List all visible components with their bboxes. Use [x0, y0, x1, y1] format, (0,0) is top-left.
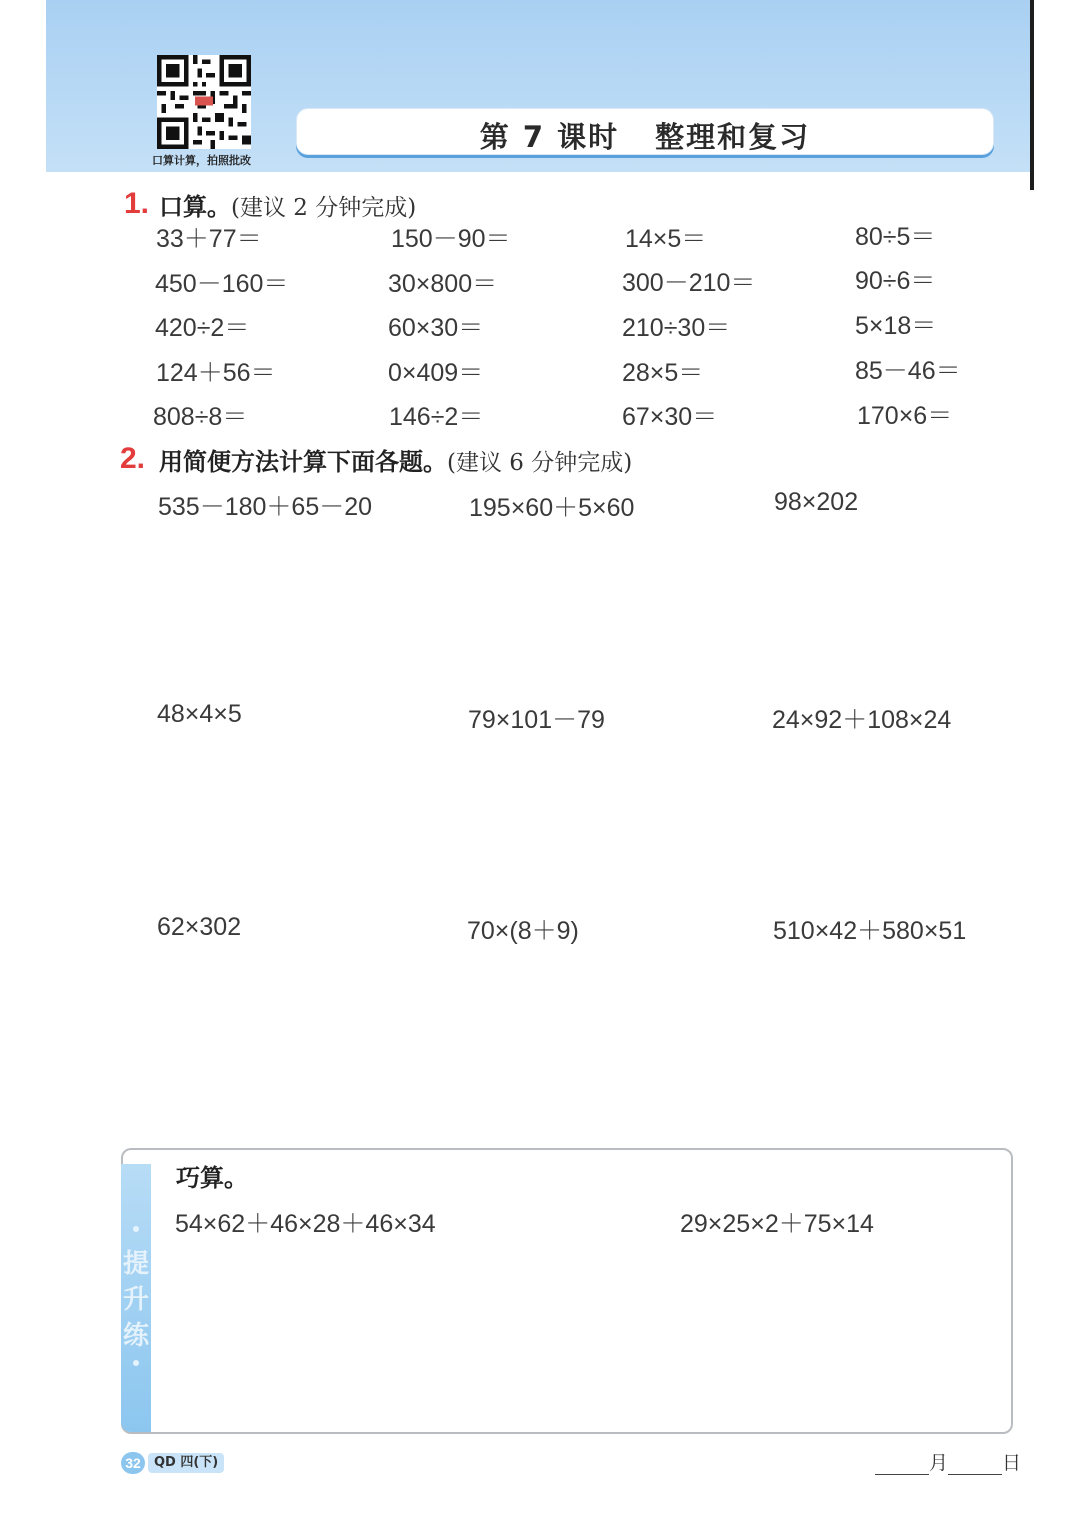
oral-calc-item: 450－160＝: [155, 270, 289, 298]
simplify-expression: 510×42＋580×51: [773, 917, 967, 945]
question-2-number: 2.: [120, 442, 146, 475]
oral-calc-item: 14×5＝: [625, 225, 707, 253]
lesson-number: 第 7 课时: [479, 120, 620, 154]
oral-calc-item: 150－90＝: [391, 225, 511, 253]
oral-calc-item: 0×409＝: [388, 359, 484, 387]
oral-calc-item: 210÷30＝: [622, 314, 731, 342]
month-label: 月: [929, 1452, 949, 1474]
clever-calc-expression: 54×62＋46×28＋46×34: [175, 1210, 436, 1238]
oral-calc-item: 5×18＝: [855, 312, 937, 340]
extension-side-tab: [121, 1164, 151, 1432]
oral-calc-item: 300－210＝: [622, 269, 756, 297]
extension-practice-box: [121, 1148, 1013, 1434]
side-dot: [133, 1360, 139, 1366]
edition-label: QD 四(下): [148, 1453, 224, 1473]
question-1-number: 1.: [124, 187, 150, 220]
simplify-expression: 98×202: [774, 488, 859, 516]
simplify-expression: 24×92＋108×24: [772, 706, 952, 734]
oral-calc-item: 124＋56＝: [156, 359, 276, 387]
clever-calc-expression: 29×25×2＋75×14: [680, 1210, 874, 1238]
oral-calc-item: 67×30＝: [622, 403, 718, 431]
oral-calc-item: 60×30＝: [388, 314, 484, 342]
lesson-title-bar: [296, 108, 994, 155]
day-blank[interactable]: [948, 1454, 1002, 1475]
oral-calc-item: 33＋77＝: [156, 225, 262, 253]
simplify-expression: 70×(8＋9): [467, 917, 579, 945]
extension-side-label: 提 升 练: [122, 1249, 149, 1351]
oral-calc-item: 170×6＝: [857, 402, 953, 430]
side-dot: [133, 1226, 139, 1232]
oral-calc-item: 85－46＝: [855, 357, 961, 385]
day-label: 日: [1002, 1452, 1022, 1474]
question-2-label: 用简便方法计算下面各题。: [159, 448, 447, 476]
qr-caption: 口算计算，拍照批改: [152, 154, 251, 167]
oral-calc-item: 28×5＝: [622, 359, 704, 387]
oral-calc-item: 80÷5＝: [855, 223, 936, 251]
question-1-label: 口算。: [159, 193, 231, 221]
question-2-hint: (建议 6 分钟完成): [447, 450, 633, 476]
oral-calc-item: 146÷2＝: [389, 403, 484, 431]
page-title: [297, 115, 993, 156]
simplify-expression: 62×302: [157, 913, 242, 941]
extension-title: 巧算。: [176, 1164, 248, 1192]
page-number: 32: [121, 1452, 145, 1474]
lesson-topic: 整理和复习: [655, 120, 811, 154]
simplify-expression: 195×60＋5×60: [469, 494, 635, 522]
qr-code-icon[interactable]: [157, 55, 251, 149]
oral-calc-item: 90÷6＝: [855, 267, 936, 295]
question-1-hint: (建议 2 分钟完成): [231, 195, 417, 221]
date-fields: [875, 1448, 1021, 1475]
oral-calc-item: 808÷8＝: [153, 403, 248, 431]
question-1-title: [159, 187, 416, 222]
oral-calc-item: 30×800＝: [388, 270, 498, 298]
question-2-title: [159, 442, 632, 477]
oral-calc-item: 420÷2＝: [155, 314, 250, 342]
simplify-expression: 79×101－79: [468, 706, 605, 734]
month-blank[interactable]: [875, 1454, 929, 1475]
simplify-expression: 535－180＋65－20: [158, 493, 373, 521]
simplify-expression: 48×4×5: [157, 700, 242, 728]
